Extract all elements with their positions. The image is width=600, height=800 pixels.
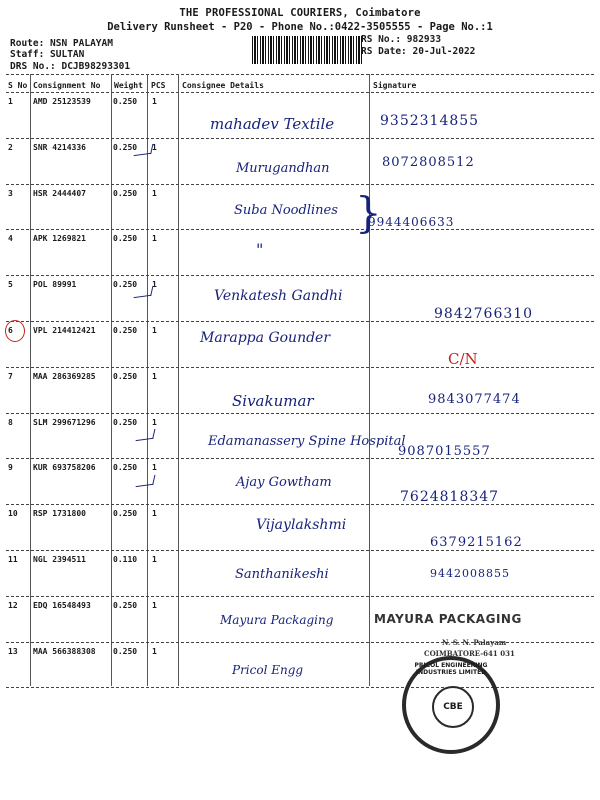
row-sno: 6 — [8, 326, 13, 335]
row-pcs: 1 — [152, 280, 157, 290]
row-pcs: 1 — [152, 417, 157, 427]
red-circle-mark — [5, 320, 25, 342]
row-separator — [6, 413, 594, 414]
col-pcs: PCS — [151, 81, 166, 90]
row-separator — [6, 321, 594, 322]
row-consignee-handwriting: mahadev Textile — [210, 115, 335, 133]
row-pcs: 1 — [152, 463, 157, 473]
tick-mark — [136, 429, 156, 441]
row-consignee-handwriting: " — [256, 240, 264, 260]
row-signature-handwriting: 9087015557 — [398, 443, 491, 459]
company-stamp-city: COIMBATORE-641 031 — [424, 649, 515, 658]
row-pcs: 1 — [152, 97, 157, 106]
row-weight: 0.250 — [113, 326, 138, 335]
row-signature-handwriting: 9843077474 — [428, 391, 521, 407]
row-weight: 0.250 — [113, 509, 138, 519]
row-weight: 0.110 — [113, 555, 138, 564]
row-separator — [6, 687, 594, 688]
row-separator — [6, 138, 594, 139]
row-consignee-handwriting: Edamanassery Spine Hospital — [208, 433, 406, 449]
rs-date: RS Date: 20-Jul-2022 — [361, 46, 476, 57]
row-consignee-handwriting: Mayura Packaging — [220, 612, 334, 627]
row-pcs: 1 — [152, 646, 157, 656]
row-sno: 5 — [8, 280, 13, 290]
row-sno: 13 — [8, 646, 18, 656]
table-top-rule — [6, 74, 594, 75]
col-signature: Signature — [373, 81, 417, 90]
tick-mark — [134, 286, 154, 298]
row-consignee-handwriting: Murugandhan — [236, 160, 330, 176]
runsheet-title: THE PROFESSIONAL COURIERS, Coimbatore — [179, 7, 421, 19]
brace-mark: } — [355, 188, 382, 237]
row-consignment: KUR 693758206 — [33, 463, 96, 473]
row-signature-handwriting: 6379215162 — [430, 535, 523, 551]
row-consignee-handwriting: Ajay Gowtham — [236, 475, 332, 491]
row-sno: 12 — [8, 600, 18, 610]
row-sno: 1 — [8, 97, 13, 106]
row-consignment: EDQ 16548493 — [33, 600, 91, 610]
seal-ring-text: PRICOL ENGINEERING INDUSTRIES LIMITED — [414, 662, 488, 676]
column-divider — [369, 74, 370, 686]
row-consignment: NGL 2394511 — [33, 555, 86, 564]
row-weight: 0.250 — [113, 417, 138, 427]
row-consignee-handwriting: Santhanikeshi — [235, 567, 329, 582]
row-weight: 0.250 — [113, 646, 138, 656]
row-consignment: SLM 299671296 — [33, 417, 96, 427]
row-signature-handwriting: 9842766310 — [434, 306, 534, 323]
row-consignee-handwriting: Suba Noodlines — [234, 202, 338, 218]
seal-center: CBE — [432, 686, 474, 728]
rs-number: RS No.: 982933 — [361, 34, 442, 45]
company-stamp: MAYURA PACKAGING — [374, 612, 522, 626]
row-sno: 9 — [8, 463, 13, 473]
row-consignee-handwriting: Venkatesh Gandhi — [214, 288, 343, 305]
row-signature-handwriting: 9352314855 — [380, 113, 480, 129]
tick-mark — [134, 144, 154, 156]
row-sno: 3 — [8, 188, 13, 198]
row-pcs: 1 — [152, 555, 157, 564]
staff-label: Staff: SULTAN — [10, 49, 85, 60]
row-pcs: 1 — [152, 234, 157, 244]
row-separator — [6, 458, 594, 459]
row-pcs: 1 — [152, 326, 157, 335]
cn-mark: C/N — [448, 350, 478, 368]
col-consignee: Consignee Details — [182, 81, 264, 90]
row-consignment: MAA 566388308 — [33, 646, 96, 656]
table-header — [6, 79, 594, 93]
row-pcs: 1 — [152, 371, 157, 381]
row-sno: 10 — [8, 509, 18, 519]
column-divider — [30, 74, 31, 686]
row-consignee-handwriting: Marappa Gounder — [200, 330, 331, 346]
row-weight: 0.250 — [113, 142, 138, 152]
company-stamp-line: N. S. N. Palayam — [442, 638, 507, 647]
col-weight: Weight — [114, 81, 143, 90]
row-consignment: SNR 4214336 — [33, 142, 86, 152]
row-pcs: 1 — [152, 509, 157, 519]
row-sno: 4 — [8, 234, 13, 244]
row-separator — [6, 504, 594, 505]
row-weight: 0.250 — [113, 188, 138, 198]
column-divider — [147, 74, 148, 686]
company-seal — [402, 656, 500, 754]
row-weight: 0.250 — [113, 97, 138, 106]
row-pcs: 1 — [152, 188, 157, 198]
row-consignment: HSR 2444407 — [33, 188, 86, 198]
barcode — [252, 36, 362, 64]
col-consignment: Consignment No — [33, 81, 101, 90]
row-sno: 11 — [8, 555, 18, 564]
row-separator — [6, 184, 594, 185]
row-consignee-handwriting: Sivakumar — [232, 391, 314, 410]
row-weight: 0.250 — [113, 463, 138, 473]
row-signature-handwriting: 9442008855 — [430, 567, 510, 580]
row-weight: 0.250 — [113, 371, 138, 381]
runsheet-subtitle: Delivery Runsheet - P20 - Phone No.:0422-3505555 - Page No.:1 — [107, 21, 493, 33]
row-separator — [6, 596, 594, 597]
row-weight: 0.250 — [113, 280, 138, 290]
row-consignment: VPL 214412421 — [33, 326, 96, 335]
row-consignment: MAA 286369285 — [33, 371, 96, 381]
row-pcs: 1 — [152, 600, 157, 610]
row-sno: 2 — [8, 142, 13, 152]
row-sno: 7 — [8, 371, 13, 381]
row-separator — [6, 367, 594, 368]
row-signature-handwriting: 8072808512 — [382, 154, 475, 170]
row-separator — [6, 550, 594, 551]
row-separator — [6, 229, 594, 230]
row-consignment: RSP 1731800 — [33, 509, 86, 519]
row-weight: 0.250 — [113, 600, 138, 610]
row-consignment: AMD 25123539 — [33, 97, 91, 106]
row-consignment: POL 89991 — [33, 280, 77, 290]
column-divider — [178, 74, 179, 686]
row-signature-handwriting: 9944406633 — [368, 214, 455, 229]
column-divider — [111, 74, 112, 686]
col-sno: S No — [8, 81, 28, 90]
tick-mark — [136, 475, 156, 487]
route-label: Route: NSN PALAYAM — [10, 38, 113, 49]
row-weight: 0.250 — [113, 234, 138, 244]
row-consignee-handwriting: Pricol Engg — [232, 662, 304, 677]
row-sno: 8 — [8, 417, 13, 427]
drs-number: DRS No.: DCJB98293301 — [10, 61, 131, 72]
row-signature-handwriting: 7624818347 — [400, 489, 500, 506]
row-consignee-handwriting: Vijaylakshmi — [256, 517, 347, 534]
row-pcs: 1 — [152, 142, 157, 152]
row-consignment: APK 1269821 — [33, 234, 86, 244]
row-separator — [6, 275, 594, 276]
